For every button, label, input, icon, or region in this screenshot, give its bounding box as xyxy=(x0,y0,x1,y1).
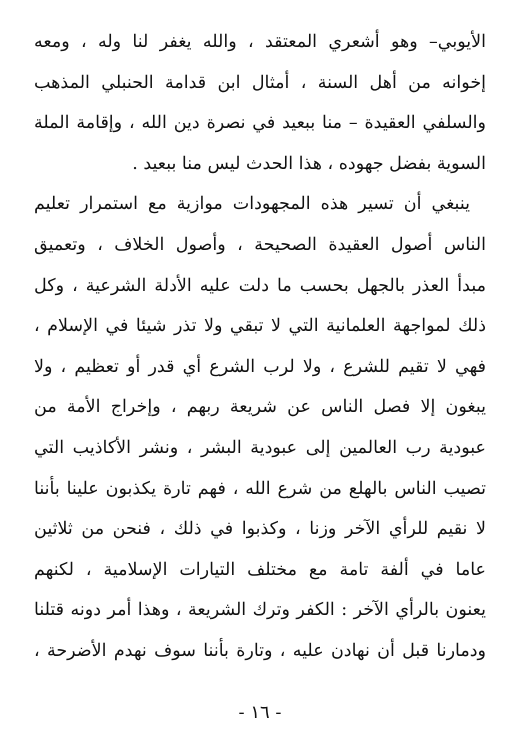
text-line: ودمارنا قبل أن نهادن عليه ، وتارة بأننا سوف نهدم الأضرحة ، xyxy=(34,640,486,661)
text-line: إخوانه من أهل السنة ، أمثال ابن قدامة الحنبلي المذهب xyxy=(34,72,486,93)
text-line: ينبغي أن تسير هذه المجهودات موازية مع استمرار تعليم xyxy=(34,194,470,215)
text-line: فهي لا تقيم للشرع ، ولا لرب الشرع أي قدر أو تعظيم ، ولا xyxy=(34,356,486,377)
paragraph-1 xyxy=(34,22,486,184)
text-line: ذلك لمواجهة العلمانية التي لا تبقي ولا تذر شيئا في الإسلام ، xyxy=(34,316,486,337)
text-line: والسلفي العقيدة – منا ببعيد في نصرة دين الله ، وإقامة الملة xyxy=(34,113,486,134)
text-line: الناس أصول العقيدة الصحيحة ، وأصول الخلاف ، وتعميق xyxy=(34,234,486,255)
text-line: مبدأ العذر بالجهل بحسب ما دلت عليه الأدلة الشرعية ، وكل xyxy=(34,275,486,296)
text-line: يبغون إلا فصل الناس عن شريعة ربهم ، وإخراج الأمة من xyxy=(34,397,486,418)
paragraph-2 xyxy=(34,184,486,671)
text-line: عبودية رب العالمين إلى عبودية البشر ، ونشر الأكاذيب التي xyxy=(34,437,486,458)
text-line: الأيوبي– وهو أشعري المعتقد ، والله يغفر لنا وله ، ومعه xyxy=(34,32,486,52)
page-number: - ١٦ - xyxy=(238,702,282,723)
text-line: السوية بفضل جهوده ، هذا الحدث ليس منا ببعيد . xyxy=(132,153,486,174)
text-line: لا نقيم للرأي الآخر وزنا ، وكذبوا في ذلك ، فنحن من ثلاثين xyxy=(34,519,486,540)
text-line: عاما في ألفة تامة مع مختلف التيارات الإسلامية ، لكنهم xyxy=(34,559,486,580)
text-line: تصيب الناس بالهلع من شرع الله ، فهم تارة يكذبون علينا بأننا xyxy=(34,478,486,499)
document-page xyxy=(34,22,486,722)
text-line: يعنون بالرأي الآخر : الكفر وترك الشريعة ، وهذا أمر دونه قتلنا xyxy=(34,600,486,621)
